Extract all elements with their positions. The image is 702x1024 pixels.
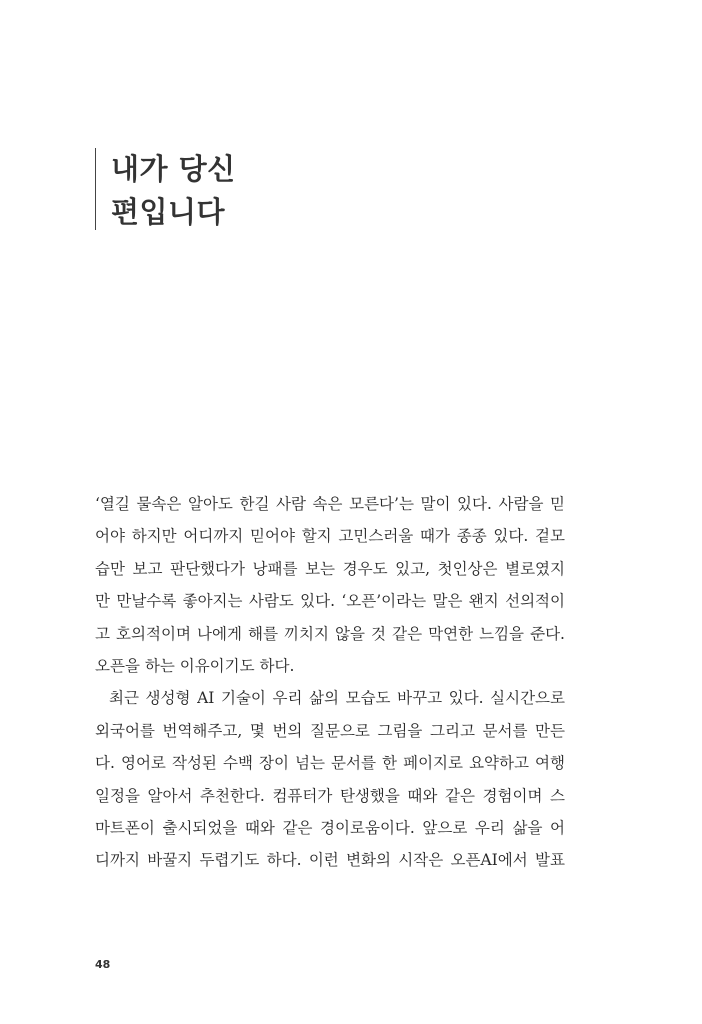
paragraph-1-line: 습만 보고 판단했다가 낭패를 보는 경우도 있고, 첫인상은 별로였지 (95, 559, 565, 578)
body-text (95, 488, 565, 877)
paragraph-2-line: 최근 생성형 AI 기술이 우리 삶의 모습도 바꾸고 있다. 실시간으로 (109, 689, 565, 708)
paragraph-1-line: 고 호의적이며 나에게 해를 끼치지 않을 것 같은 막연한 느낌을 준다. (95, 624, 565, 643)
paragraph-1-last-line: 오픈을 하는 이유이기도 하다. (95, 657, 295, 676)
page-number: 48 (95, 958, 111, 971)
chapter-title-line-2: 편입니다 (111, 195, 226, 229)
paragraph-2-line: 일정을 알아서 추천한다. 컴퓨터가 탄생했을 때와 같은 경험이며 스 (95, 786, 565, 805)
paragraph-1-line: 만 만날수록 좋아지는 사람도 있다. ‘오픈’이라는 말은 왠지 선의적이 (95, 592, 565, 611)
paragraph-2-line: 다. 영어로 작성된 수백 장이 넘는 문서를 한 페이지로 요약하고 여행 (95, 754, 565, 773)
paragraph-2-line: 외국어를 번역해주고, 몇 번의 질문으로 그림을 그리고 문서를 만든 (95, 721, 565, 740)
paragraph-1-line: 어야 하지만 어디까지 믿어야 할지 고민스러울 때가 종종 있다. 겉모 (95, 527, 565, 546)
chapter-title-line-1: 내가 당신 (111, 152, 236, 186)
paragraph-2-line: 마트폰이 출시되었을 때와 같은 경이로움이다. 앞으로 우리 삶을 어 (95, 819, 565, 838)
paragraph-2-line: 디까지 바꿀지 두렵기도 하다. 이런 변화의 시작은 오픈AI에서 발표 (95, 851, 565, 870)
chapter-title (95, 148, 236, 230)
paragraph-1-line: ‘열길 물속은 알아도 한길 사람 속은 모른다’는 말이 있다. 사람을 믿 (95, 495, 565, 513)
